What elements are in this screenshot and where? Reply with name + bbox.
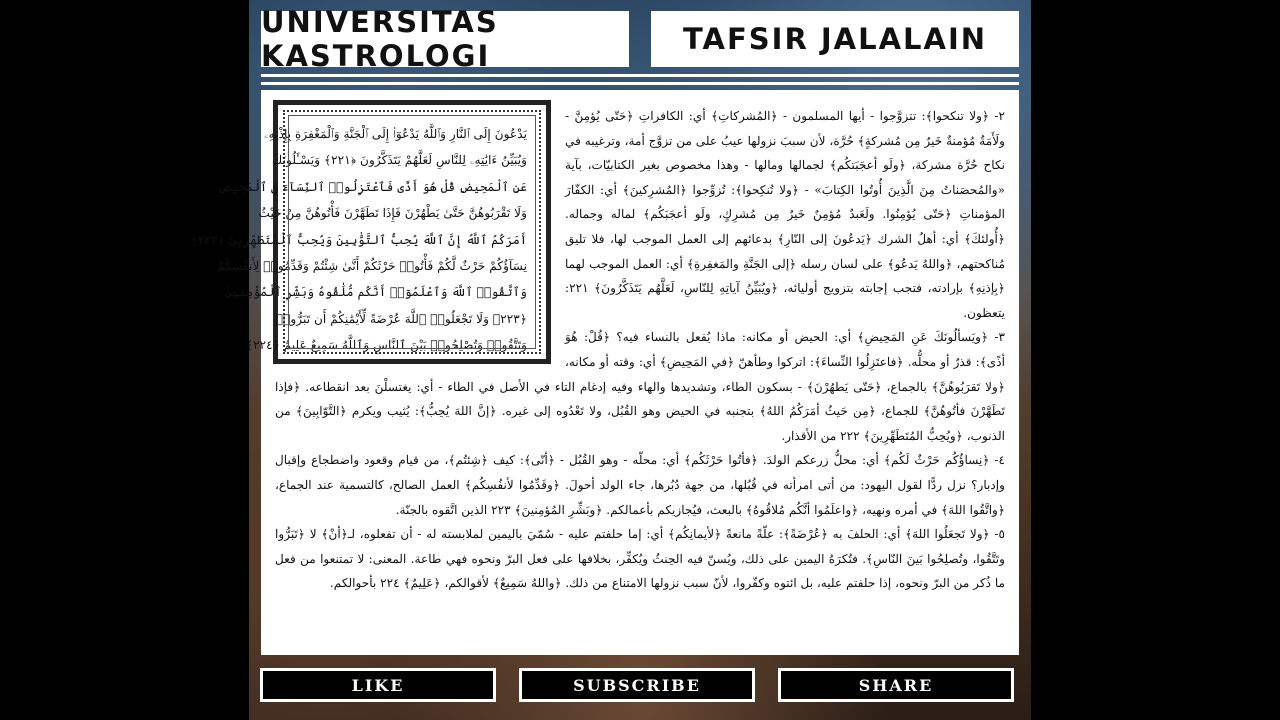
quran-line: نِسَآؤُكُمْ حَرْثٌ لَّكُمْ فَأْتُوا۟ حَرْثَكُمْ أَنَّىٰ شِئْتُمْ وَقَدِّمُوا۟ لِأَنفُسِكُمْ <box>217 259 527 274</box>
quran-line: أَمَرَكُمُ ٱللَّهُ إِنَّ ٱللَّهَ يُحِبُّ ٱلتَّوَّٰبِينَ وَيُحِبُّ ٱلْمُتَطَهِّرِينَ ﴿٢٢٢﴾ <box>190 232 527 247</box>
divider-line <box>261 74 1019 77</box>
like-button[interactable] <box>260 668 496 702</box>
book-title <box>651 11 1019 67</box>
tafsir-commentary <box>190 104 1005 628</box>
quran-line: وَٱتَّقُوا۟ ٱللَّهَ وَٱعْلَمُوٓا۟ أَنَّكُم مُّلَٰقُوهُ وَبَشِّرِ ٱلْمُؤْمِنِينَ <box>224 285 527 300</box>
quran-line: وَتَتَّقُوا۟ وَتُصْلِحُوا۟ بَيْنَ ٱلنَّاسِ وَٱللَّهُ سَمِيعٌ عَلِيمٌ ﴿٢٢٤﴾ <box>245 338 527 353</box>
tafsir-paragraph: ٤- ﴿نِساؤُكُم حَرْثٌ لَكُم﴾ أي: محلُّ زرعكم الولدَ. ﴿فأتُوا حَرْثَكُم﴾ أي: محلّه - وهو القُبُل - ﴿أنّى﴾: كيف ﴿شِئتُم﴾، من قيام وقعود واضطجاع وإقبال وإدبار؟ نزل ردًّا لقول اليهود: من أتى امرأته في قُبُلها، من جهة دُبُرها، جاء الولد أحولَ. ﴿وقَدِّمُوا لأنفُسِكُم﴾ العمل الصالح، كالتسمية عند الجماع، ﴿واتَّقُوا اللهَ﴾ في أمره ونهيه، ﴿واعلَمُوا أنَّكُم مُلاقُوهُ﴾ بالبعث، فيُجازيكم بأعمالكم. ﴿وبَشِّرِ المُؤمِنينَ﴾ ٢٢٣ الذين اتَّقوه بالجنّة. <box>275 453 1005 517</box>
tafsir-paragraph: ٢- ﴿ولا تنكحوا﴾: تتزوَّجوا - أيها المسلمون - ﴿المُشركاتِ﴾ أي: الكافراتِ ﴿حَتّى يُؤمِنَّ - ولَأَمَةٌ مُؤمنةٌ خَيرٌ مِن مُشركةٍ﴾ حُرَّة، لأن سببَ نزولها عيبُ على من تزوَّج أمة، وترغيبه في نكاح حُرَّة مشركة، ﴿ولَو أعجَبَتكُم﴾ لجمالها ومالها - وهذا مخصوص بغير الكتابيّات، بآية «والمُحصَناتُ مِنَ الَّذِينَ أُوتُوا الكِتابَ» - ﴿ولا تُنكِحوا﴾: تُزوِّجوا ﴿المُشرِكينَ﴾ أي: الكفّارَ المؤمناتِ ﴿حَتّى يُؤمِنُوا. ولَعَبدٌ مُؤمِنٌ خَيرٌ مِن مُشرِكٍ، ولَو أعجَبَكُم﴾ لماله وجماله. ﴿أُولئكَ﴾ أي: أهلُ الشرك ﴿يَدعُونَ إلى النّارِ﴾ بدعائهم إلى العمل الموجب لها، فلا تليق مُناكحتهم، ﴿واللهُ يَدعُو﴾ على لسان رسله ﴿إلى الجَنَّةِ والمَغفِرةِ﴾ أي: العمل الموجب لهما ﴿بِإذنِهِ﴾ بإرادته، فتجب إجابته بتزويج أوليائه، ﴿ويُبَيِّنُ آياتِهِ لِلنّاسِ، لَعَلَّهُم يَتَذَكَّرُونَ﴾ ٢٢١: يتعظون. <box>565 109 1005 320</box>
divider-line <box>261 82 1019 85</box>
quran-line: ﴿٢٢٣﴾ وَلَا تَجْعَلُوا۟ ٱللَّهَ عُرْضَةً لِّأَيْمَٰنِكُمْ أَن تَبَرُّوا۟ <box>275 311 527 326</box>
quran-line: يَدْعُونَ إِلَى ٱلنَّارِ وَٱللَّهُ يَدْعُوٓا۟ إِلَى ٱلْجَنَّةِ وَٱلْمَغْفِرَةِ بِإِذْنِهِۦ <box>264 127 527 141</box>
book-page <box>190 90 1019 655</box>
tafsir-paragraph: ٥- ﴿ولا تَجعَلُوا اللهَ﴾ أي: الحلفَ به ﴿عُرْضَةً﴾: علّةً مانعةً ﴿لأيمانِكُم﴾ أي: إما حلفتم عليه - سُمّيَ باليمين لملابسته له - أن تفعلوه، لـ﴿أنْ﴾ لا ﴿تَبَرُّوا وتَتَّقُوا، وتُصلِحُوا بَينَ النّاسِ﴾. فتُكرَهُ اليمين على ذلك، ويُسنّ فيه الحِنثُ ويُكفِّر، بخلافها على فعل البرّ ونحوه فهي طاعة. المعنى: لا تمتنعوا من فعل ما ذُكر من البرّ ونحوه، إذا حلفتم عليه، بل ائتوه وكفّروا، لأنّ سبب نزولها الامتناع من ذلك. ﴿واللهُ سَمِيعٌ﴾ لأقوالكم، ﴿عَلِيمٌ﴾ ٢٢٤ بأحوالكم. <box>275 527 1005 591</box>
share-button[interactable] <box>778 668 1014 702</box>
subscribe-button[interactable] <box>519 668 755 702</box>
tafsir-paragraph: ٣- ﴿ويَسألُونَكَ عَنِ المَحِيضِ﴾ أي: الحيض أو مكانه: ماذا يُفعل بالنساء فيه؟ ﴿قُلْ: هُوَ أذًى﴾: قذرٌ أو محلُّه. ﴿فاعتَزِلُوا النِّساءَ﴾: اتركوا وطأهنّ ﴿في المَحِيضِ﴾ أي: وقته أو مكانه، ﴿ولا تَقرَبُوهُنَّ﴾ بالجماع، ﴿حَتّى يَطهُرْنَ﴾ - بسكون الطاء، وتشديدها والهاء وفيه إدغام التاء في الأصل في الطاء - أي: يغتسلْنَ بعد انقطاعه. ﴿فإذا تَطَهَّرْنَ فأتُوهُنَّ﴾ للجماع، ﴿مِن حَيثُ أمَرَكُمُ اللهُ﴾ بتجنبه في الحيض وهو القُبُل، ولا تَعْدُوه إلى غيره. ﴿إنَّ اللهَ يُحِبُّ﴾: يُثيب ويكرم ﴿التَّوّابِينَ﴾ من الذنوب، ﴿ويُحِبُّ المُتَطَهِّرِينَ﴾ ٢٢٢ من الأقذار. <box>275 330 1005 443</box>
verse-frame-spacer <box>190 104 565 374</box>
quran-line: وَيُبَيِّنُ ءَايَٰتِهِۦ لِلنَّاسِ لَعَلَّهُمْ يَتَذَكَّرُونَ ﴿٢٢١﴾ وَيَسْـَٔلُونَكَ <box>272 153 527 168</box>
channel-title <box>261 5 629 73</box>
like-button-label: LIKE <box>351 675 405 695</box>
share-button-label: SHARE <box>858 675 934 695</box>
quran-line: وَلَا تَقْرَبُوهُنَّ حَتَّىٰ يَطْهُرْنَ فَإِذَا تَطَهَّرْنَ فَأْتُوهُنَّ مِنْ حَيْثُ <box>258 206 527 221</box>
subscribe-button-label: SUBSCRIBE <box>573 675 701 695</box>
book-title-text: TAFSIR JALALAIN <box>682 22 988 56</box>
video-frame <box>190 0 1031 720</box>
channel-title-text: UNIVERSITAS KASTROLOGI <box>261 5 499 73</box>
quran-line: عَنِ ٱلْمَحِيضِ قُلْ هُوَ أَذًى فَٱعْتَزِلُوا۟ ٱلنِّسَآءَ فِى ٱلْمَحِيضِ <box>217 179 527 194</box>
